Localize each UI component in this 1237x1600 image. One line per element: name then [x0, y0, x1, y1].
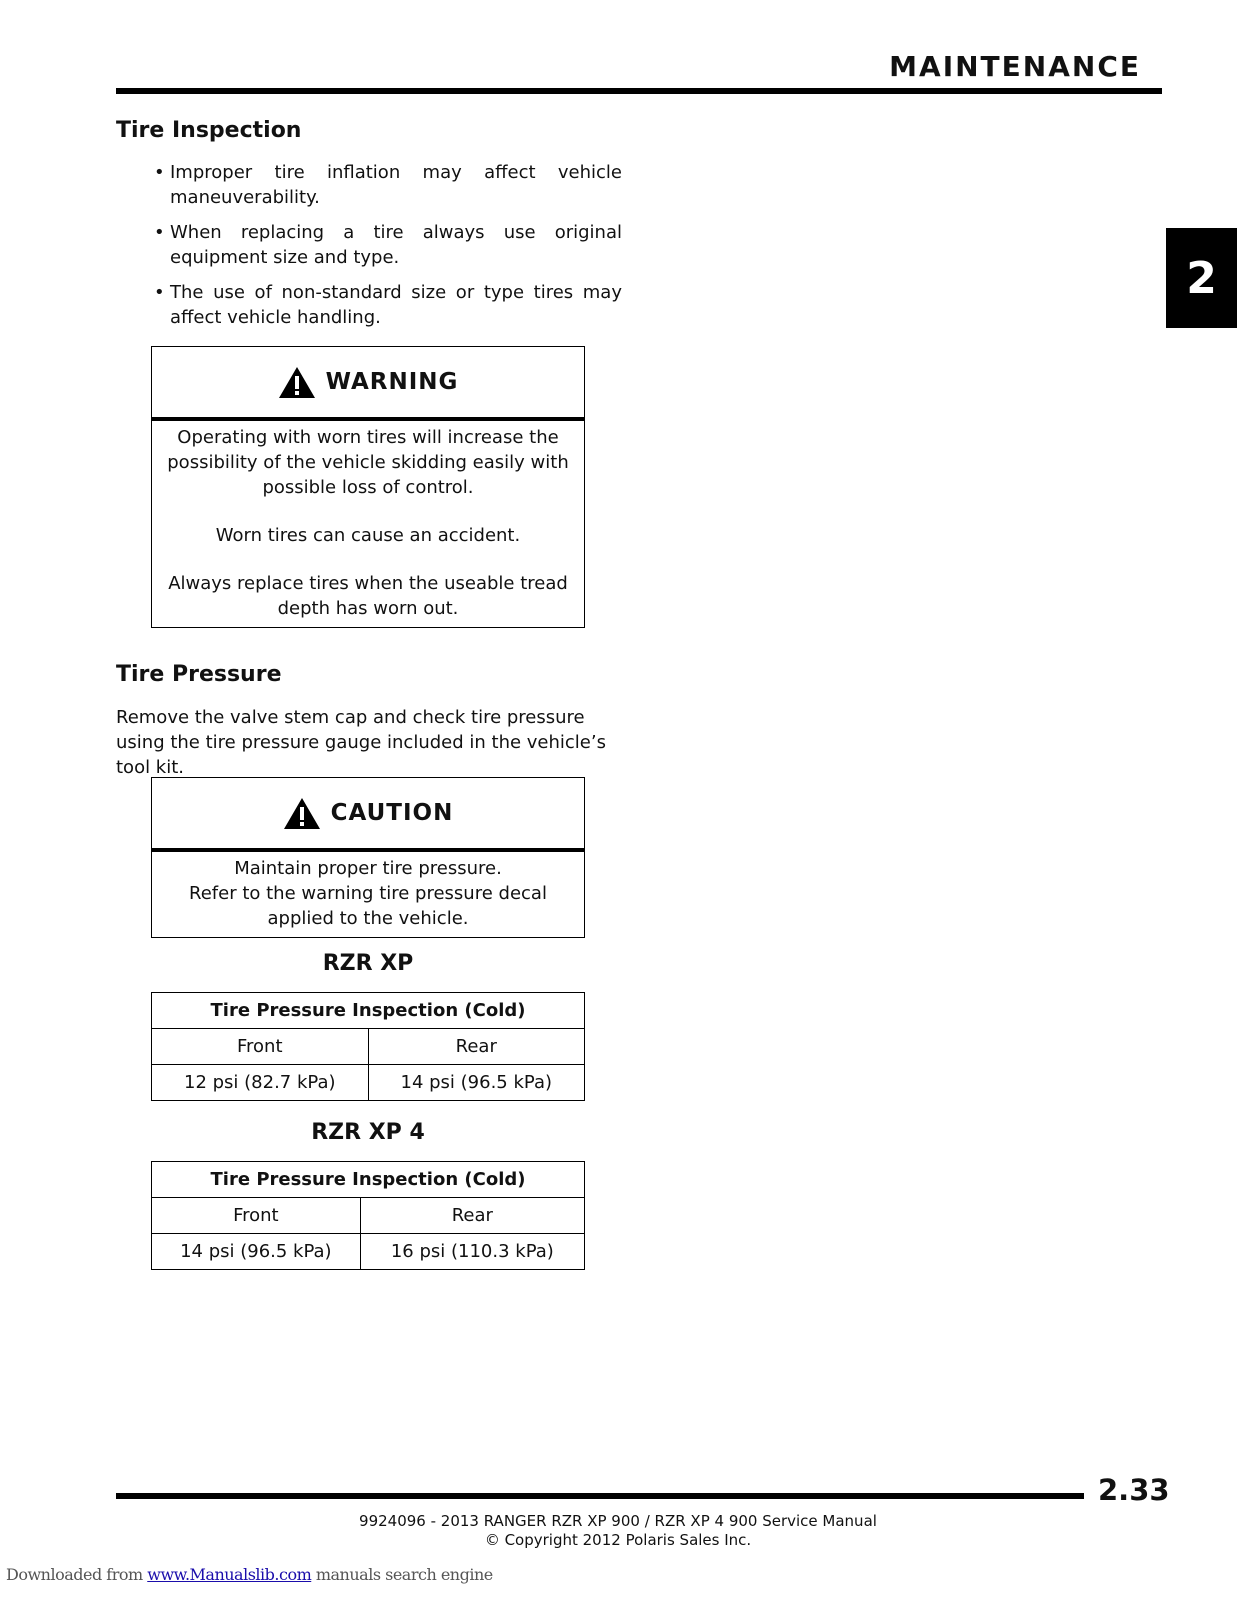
table-cell: 12 psi (82.7 kPa)	[152, 1065, 369, 1101]
tire-pressure-table	[151, 992, 585, 1101]
caution-text: Refer to the warning tire pressure decal applied to the vehicle.	[189, 883, 547, 929]
page-number: 2.33	[1098, 1473, 1170, 1507]
column-label: Rear	[360, 1198, 584, 1234]
tire-pressure-body: Remove the valve stem cap and check tire pressure using the tire pressure gauge included in the vehicle’s tool kit.	[116, 707, 606, 778]
list-item	[150, 280, 622, 330]
caution-text: Maintain proper tire pressure.	[234, 858, 502, 879]
footer-divider	[116, 1493, 1084, 1499]
warning-box	[151, 346, 585, 628]
list-item-text: Improper tire inflation may affect vehicle maneuverability.	[170, 162, 622, 208]
tire-inspection-heading: Tire Inspection	[116, 118, 302, 143]
column-label: Front	[152, 1198, 361, 1234]
manual-title: 9924096 - 2013 RANGER RZR XP 900 / RZR XP 4 900 Service Manual	[359, 1512, 877, 1530]
warning-text: Worn tires can cause an accident.	[215, 525, 521, 546]
tire-inspection-list	[150, 160, 622, 340]
column-label: Front	[152, 1029, 369, 1065]
bullet-icon: •	[154, 222, 165, 243]
table-header: Tire Pressure Inspection (Cold)	[152, 993, 585, 1029]
download-prefix: Downloaded from	[6, 1565, 148, 1584]
download-note	[6, 1565, 493, 1584]
list-item-text: When replacing a tire always use original equipment size and type.	[170, 222, 622, 268]
warning-text: Operating with worn tires will increase the possibility of the vehicle skidding easily with possible loss of control.	[167, 427, 569, 498]
page-section-title: MAINTENANCE	[889, 50, 1141, 83]
list-item	[150, 220, 622, 270]
list-item-text: The use of non-standard size or type tires may affect vehicle handling.	[170, 282, 622, 328]
copyright: © Copyright 2012 Polaris Sales Inc.	[484, 1531, 752, 1549]
warning-triangle-icon	[283, 797, 321, 830]
warning-triangle-icon	[278, 366, 316, 399]
caution-box	[151, 777, 585, 938]
table-cell: 14 psi (96.5 kPa)	[368, 1065, 585, 1101]
tire-pressure-heading: Tire Pressure	[116, 662, 282, 687]
tire-pressure-table	[151, 1161, 585, 1270]
table-cell: 14 psi (96.5 kPa)	[152, 1234, 361, 1270]
header-divider	[116, 88, 1162, 94]
bullet-icon: •	[154, 282, 165, 303]
table-model-title: RZR XP 4	[311, 1120, 425, 1145]
caution-header	[152, 778, 584, 852]
caution-label: CAUTION	[330, 800, 454, 826]
warning-label: WARNING	[325, 369, 459, 395]
chapter-tab: 2	[1166, 228, 1237, 328]
footer-text	[116, 1512, 1120, 1550]
bullet-icon: •	[154, 162, 165, 183]
warning-text: Always replace tires when the useable tread depth has worn out.	[168, 573, 568, 619]
download-suffix: manuals search engine	[311, 1565, 493, 1584]
table-cell: 16 psi (110.3 kPa)	[360, 1234, 584, 1270]
warning-header	[152, 347, 584, 421]
list-item	[150, 160, 622, 210]
table-header: Tire Pressure Inspection (Cold)	[152, 1162, 585, 1198]
caution-body	[152, 852, 584, 937]
manualslib-link[interactable]: www.Manualslib.com	[147, 1565, 312, 1584]
column-label: Rear	[368, 1029, 585, 1065]
warning-body	[152, 421, 584, 627]
table-model-title: RZR XP	[322, 951, 414, 976]
